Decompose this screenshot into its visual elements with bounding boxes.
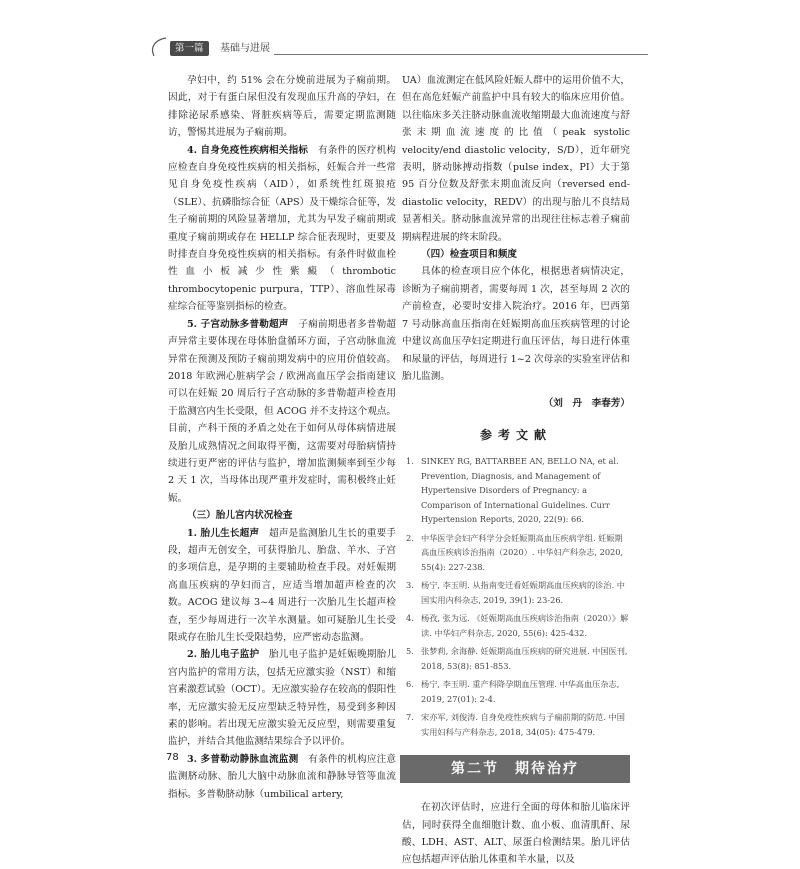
reference-number: 1. (406, 456, 414, 467)
reference-number: 4. (406, 613, 414, 624)
item-heading: 4. 自身免疫性疾病相关指标 (187, 144, 309, 156)
paragraph: 具体的检查项目应个体化，根据患者病情决定，诊断为子痫前期者，需要每周 1 次，甚至每周 2 次的产前检查，必要时安排入院治疗。2016 年，巴西第 7 号动脉高血压指南在妊娠期高血压疾病管理的讨论中建议高血压孕妇定期进行血压评估，每日进行体重和尿量的评估，每周进行 1~2 次母亲的实验室评估和胎儿监测。 (402, 266, 630, 382)
reference-list (402, 454, 630, 739)
reference-number: 5. (406, 646, 414, 657)
paragraph (168, 142, 396, 316)
reference-text: 杨孜, 张为远. 《妊娠期高血压疾病诊治指南（2020）》解读. 中华妇产科杂志, 2020, 55(6): 425-432. (421, 613, 629, 638)
page-number: 78 (166, 752, 179, 763)
header-rule (274, 54, 648, 55)
paragraph-text: 有条件的机构应注意监测脐动脉、胎儿大脑中动脉血流和静脉导管等血流指标。多普勒脐动脉（umbilical artery, (168, 753, 397, 800)
reference-number: 7. (406, 712, 414, 723)
running-header (148, 34, 648, 56)
reference-number: 6. (406, 679, 414, 690)
paragraph (168, 751, 396, 803)
paragraph-text: 胎儿电子监护是妊娠晚期胎儿宫内监护的常用方法，包括无应激实验（NST）和缩宫素激惹试验（OCT）。无应激实验存在较高的假阳性率，无应激实验无反应型缺乏特异性，易受到多种因素的影响。若出现无应激实验无反应型，则需要重复监护，并结合其他监测结果综合予以评价。 (168, 649, 397, 748)
paragraph (168, 316, 396, 507)
part-badge: 第一篇 (170, 41, 209, 56)
reference-number: 2. (406, 532, 414, 543)
author-signature: （刘 丹 李春芳） (543, 398, 630, 410)
paragraph-text: 有条件的医疗机构应检查自身免疫性疾病的相关指标，妊娠合并一些常见自身免疫性疾病（AID），如系统性红斑狼疮（SLE）、抗磷脂综合征（APS）及干燥综合征等，发生子痫前期的风险显著增加，尤其为早发子痫前期或重度子痫前期或存在 HELLP 综合征表现时，更要及时排查自身免疫性疾病的相关指标。有条件时做血栓性血小板减少性紫癜（thrombotic thrombocytopenic purpura，TTP）、溶血性尿毒症综合征等鉴别指标的检查。 (168, 144, 397, 313)
paragraph: UA）血流测定在低风险妊娠人群中的运用价值不大，但在高危妊娠产前监护中具有较大的临床应用价值。以往临床多关注脐动脉血流收缩期最大血流速度与舒张末期血流速度的比值（peak systolic velocity/end diastolic velocity，S/D），近年研究表明，脐动脉搏动指数（pulse index，PI）大于第 95 百分位数及舒张末期血流反向（reversed end-diastolic velocity，REDV）的出现与胎儿不良结局显著相关。脐动脉血流异常的出现往往标志着子痫前期病程进展的终末阶段。 (402, 75, 630, 243)
reference-text: 杨宁, 李玉明. 从指南变迁看妊娠期高血压疾病的诊治. 中国实用内科杂志, 2019, 39(1): 23-26. (421, 580, 625, 605)
paragraph-text: 子痫前期患者多普勒超声异常主要体现在母体胎盘循环方面，子宫动脉血流异常在预测及预防子痫前期发病中的应用价值较高。2018 年欧洲心脏病学会 / 欧洲高血压学会指南建议可以在妊娠 20 周后行子宫动脉的多普勒超声检查用于监测宫内生长受限，但 ACOG 并不支持这个观点。目前，产科干预的矛盾之处在于如何从母体病情进展及胎儿成熟情况之间取得平衡，这需要对母胎病情持续进行更严密的评估与监护，增加监测频率到至少每 2 天 1 次，当母体出现严重并发症时，需积极终止妊娠。 (168, 318, 397, 504)
paragraph (168, 525, 396, 647)
left-column (168, 72, 396, 803)
paragraph-text: 超声是监测胎儿生长的重要手段，超声无创安全，可获得胎儿、胎盘、羊水、子宫的多项信息，是孕期的主要辅助检查手段。对妊娠期高血压疾病的孕妇而言，应适当增加超声检查的次数。ACOG 建议每 3~4 周进行一次胎儿生长超声检查，至少每周进行一次羊水测量。如可疑胎儿生长受限或存在胎儿生长受限趋势，应严密动态监测。 (168, 527, 397, 643)
reference-text: 宋亦军, 刘俊涛. 自身免疫性疾病与子痫前期的防范. 中国实用妇科与产科杂志, 2018, 34(05): 475-479. (421, 712, 625, 737)
paragraph: 孕妇中，约 51% 会在分娩前进展为子痫前期。因此，对于有蛋白尿但没有发现血压升高的孕妇，在排除泌尿系感染、肾脏疾病等后，需要定期监测随访，警惕其进展为子痫前期。 (168, 75, 396, 139)
part-title: 基础与进展 (220, 43, 270, 54)
reference-item (402, 677, 630, 706)
item-heading: 5. 子宫动脉多普勒超声 (187, 318, 289, 330)
item-heading: 3. 多普勒动静脉血流监测 (187, 753, 299, 765)
reference-item (402, 531, 630, 575)
subsection-heading: （四）检查项目和频度 (421, 249, 517, 261)
reference-text: SINKEY RG, BATTARBEE AN, BELLO NA, et al. Prevention, Diagnosis, and Management of Hypertensive Disorders of Pregnancy: a Comparison of International Guidelines. Curr Hypertension Reports, 2020, 22(9): 66. (421, 456, 619, 525)
section-title: 第二节 期待治疗 (400, 755, 630, 783)
reference-text: 杨宁, 李玉明. 重产科降孕期血压管理. 中华高血压杂志, 2019, 27(01): 2-4. (421, 679, 620, 704)
item-heading: 1. 胎儿生长超声 (187, 527, 260, 539)
reference-number: 3. (406, 580, 414, 591)
reference-text: 张梦莉, 余海静. 妊娠期高血压疾病的研究进展. 中国医刊, 2018, 53(8): 851-853. (421, 646, 628, 671)
reference-text: 中华医学会妇产科学分会妊娠期高血压疾病学组. 妊娠期高血压疾病诊治指南（2020）. 中华妇产科杂志, 2020, 55(4): 227-238. (421, 532, 624, 572)
references-title: 参考文献 (479, 427, 552, 442)
paragraph (168, 646, 396, 750)
reference-item (402, 454, 630, 527)
right-column (402, 72, 630, 869)
reference-item (402, 644, 630, 673)
item-heading: 2. 胎儿电子监护 (187, 649, 260, 661)
reference-item (402, 578, 630, 607)
reference-item (402, 710, 630, 739)
paragraph: 在初次评估时，应进行全面的母体和胎儿临床评估，同时获得全血细胞计数、血小板、血清肌酐、尿酸、LDH、AST、ALT、尿蛋白检测结果。胎儿评估应包括超声评估胎儿体重和羊水量，以及 (402, 802, 630, 866)
reference-item (402, 611, 630, 640)
subsection-heading: （三）胎儿宫内状况检查 (187, 510, 293, 522)
